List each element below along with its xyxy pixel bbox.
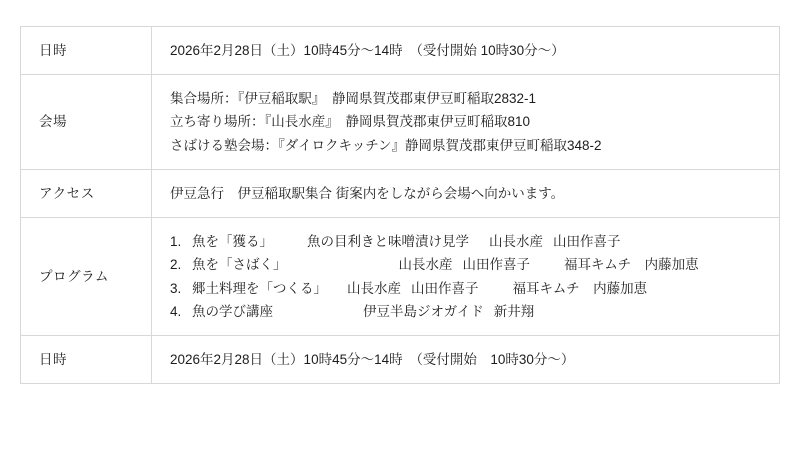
item-org: 伊豆半島ジオガイド	[363, 303, 484, 319]
row-value	[152, 27, 780, 75]
row-label: 会場	[21, 75, 152, 170]
item-org: 山長水産	[347, 280, 401, 296]
item-detail: 魚の目利きと味噌漬け見学	[307, 234, 469, 250]
row-label: アクセス	[21, 169, 152, 217]
event-info-table	[20, 26, 780, 384]
item-person: 山田作喜子	[553, 234, 621, 250]
item-title: 魚の学び講座	[192, 303, 273, 319]
item-number: 4.	[170, 303, 182, 319]
row-value	[152, 75, 780, 170]
item-title: 魚を「獲る」	[192, 234, 273, 250]
item-org: 山長水産	[489, 234, 543, 250]
text-line: 立ち寄り場所：『山長水産』 静岡県賀茂郡東伊豆町稲取810	[170, 114, 531, 130]
item-number: 1.	[170, 234, 182, 250]
item-person: 山田作喜子	[462, 257, 530, 273]
item-person: 山田作喜子	[411, 280, 479, 296]
item-number: 2.	[170, 257, 182, 273]
item-person: 新井翔	[493, 303, 535, 319]
table-row	[21, 218, 780, 336]
table-row	[21, 169, 780, 217]
table-row	[21, 27, 780, 75]
list-item	[170, 230, 769, 253]
text-line: 2026年2月28日（土）10時45分〜14時 （受付開始 10時30分〜）	[170, 351, 575, 367]
item-number: 3.	[170, 280, 182, 296]
table-row	[21, 75, 780, 170]
list-item	[170, 253, 769, 276]
list-item	[170, 300, 769, 323]
program-list	[170, 230, 769, 323]
row-label: プログラム	[21, 218, 152, 336]
text-line: さばける塾会場：『ダイロクキッチン』静岡県賀茂郡東伊豆町稲取348-2	[170, 137, 602, 153]
item-partner: 福耳キムチ 内藤加恵	[564, 257, 699, 273]
list-item	[170, 277, 769, 300]
table-row	[21, 335, 780, 383]
item-partner: 福耳キムチ 内藤加恵	[512, 280, 648, 296]
row-value-program	[152, 218, 780, 336]
row-value	[152, 169, 780, 217]
item-title: 魚を「さばく」	[192, 257, 287, 273]
row-label: 日時	[21, 27, 152, 75]
row-value	[152, 335, 780, 383]
item-org: 山長水産	[398, 257, 453, 273]
text-line: 2026年2月28日（土）10時45分〜14時 （受付開始 10時30分〜）	[170, 43, 565, 58]
text-line: 伊豆急行 伊豆稲取駅集合 街案内をしながら会場へ向かいます。	[170, 185, 565, 201]
text-line: 集合場所：『伊豆稲取駅』 静岡県賀茂郡東伊豆町稲取2832-1	[170, 91, 537, 107]
row-label: 日時	[21, 335, 152, 383]
item-title: 郷土料理を「つくる」	[192, 280, 327, 296]
